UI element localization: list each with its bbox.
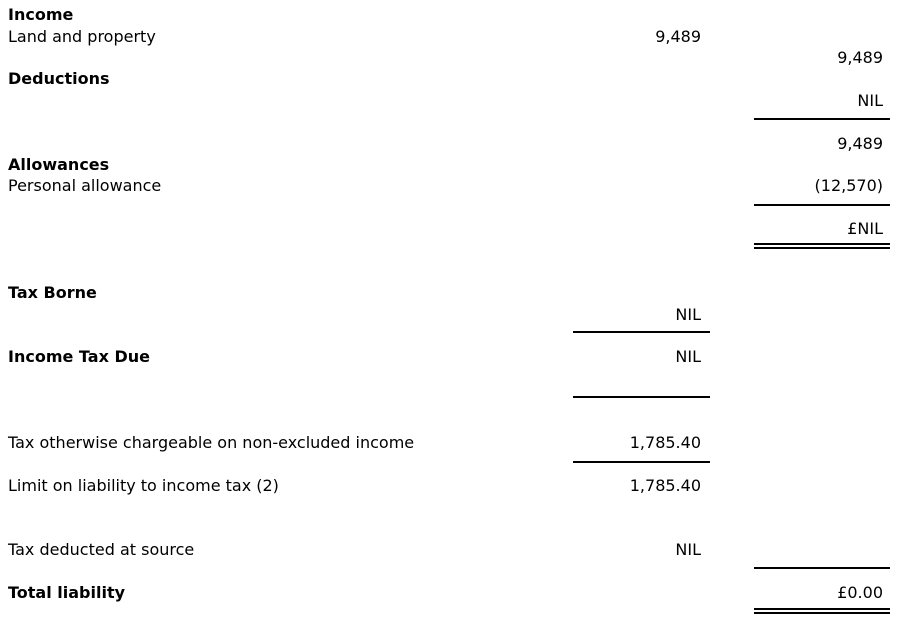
deductions-value: NIL [857, 91, 883, 110]
total-liability-double-rule [754, 608, 890, 614]
total-liability-value: £0.00 [837, 583, 883, 602]
tax-borne-heading: Tax Borne [8, 283, 97, 302]
income-tax-due-rule [573, 396, 710, 398]
land-property-label: Land and property [8, 27, 156, 46]
deductions-heading: Deductions [8, 69, 110, 88]
net-income: 9,489 [837, 134, 883, 153]
income-tax-due-label: Income Tax Due [8, 347, 150, 366]
personal-allowance-label: Personal allowance [8, 176, 162, 195]
income-heading: Income [8, 5, 74, 24]
total-liability-label: Total liability [8, 583, 126, 602]
tax-deducted-label: Tax deducted at source [8, 540, 195, 559]
tax-borne-rule [573, 331, 710, 333]
otherwise-chargeable-label: Tax otherwise chargeable on non-excluded income [8, 433, 415, 452]
deductions-rule [754, 118, 890, 120]
taxable-income: £NIL [847, 219, 883, 238]
otherwise-chargeable-value: 1,785.40 [629, 433, 701, 452]
allowances-rule [754, 204, 890, 206]
taxable-double-rule [754, 243, 890, 249]
allowances-heading: Allowances [8, 155, 110, 174]
tax-deducted-value: NIL [675, 540, 701, 559]
total-liability-rule [754, 567, 890, 569]
otherwise-chargeable-rule [573, 461, 710, 463]
land-property-value: 9,489 [655, 27, 701, 46]
tax-borne-value: NIL [675, 305, 701, 324]
limit-on-liability-label: Limit on liability to income tax (2) [8, 476, 279, 495]
income-tax-due-value: NIL [675, 347, 701, 366]
limit-on-liability-value: 1,785.40 [629, 476, 701, 495]
personal-allowance-value: (12,570) [814, 176, 883, 195]
income-subtotal: 9,489 [837, 48, 883, 67]
